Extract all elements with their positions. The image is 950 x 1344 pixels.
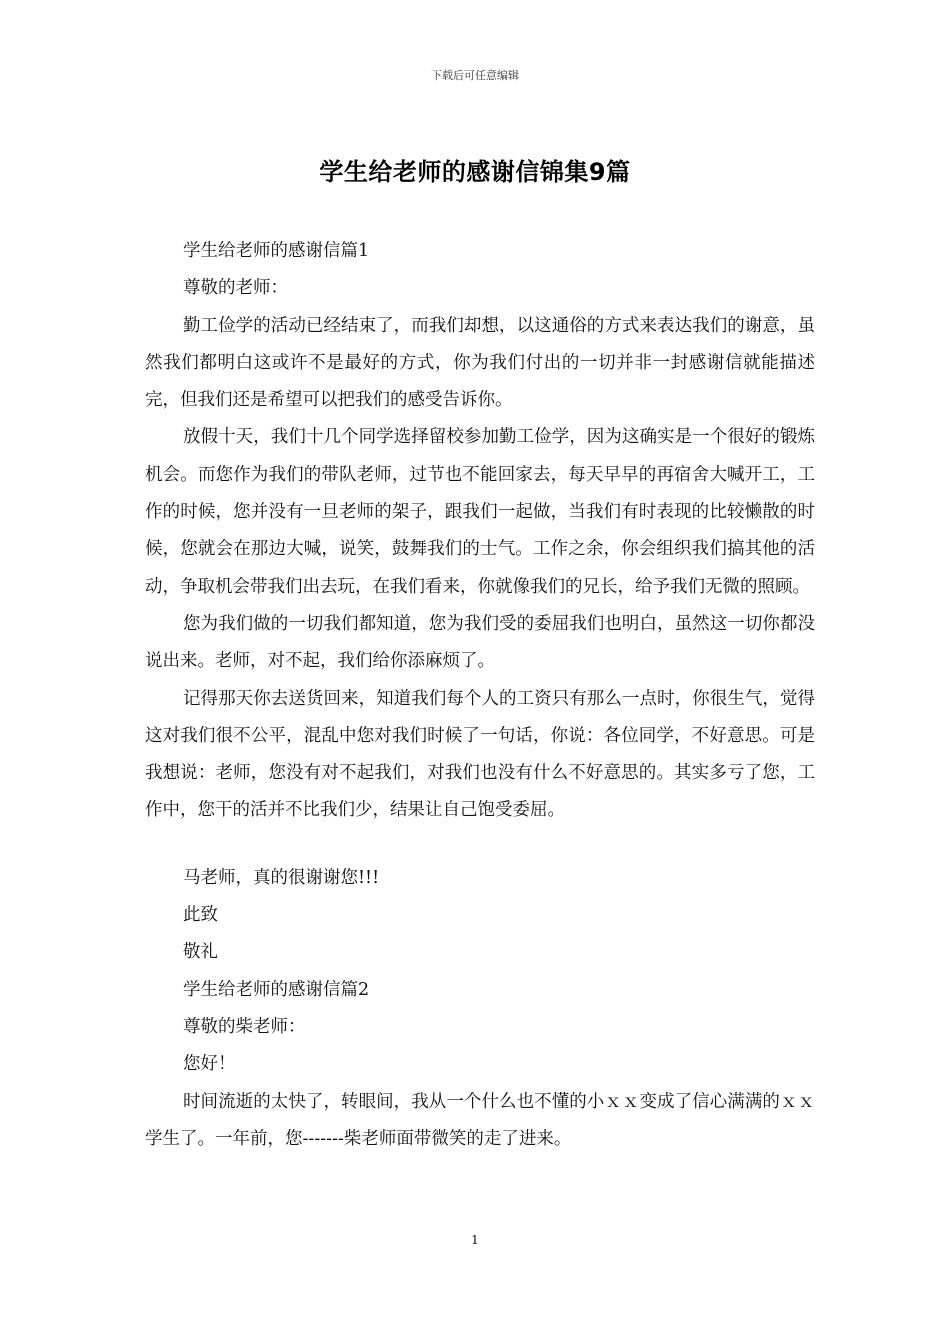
document-title: 学生给老师的感谢信锦集9篇 [319, 158, 631, 186]
header-note: 下载后可任意编辑 [431, 69, 519, 82]
letter2-heading: 学生给老师的感谢信篇2 [183, 979, 370, 1000]
letter1-thanks: 马老师，真的很谢谢您!!! [183, 867, 380, 888]
letter1-paragraph-1: 勤工俭学的活动已经结束了，而我们却想，以这通俗的方式来表达我们的谢意，虽然我们都明白这或许不是最好的方式，你为我们付出的一切并非一封感谢信就能描述完，但我们还是希望可以把我们的感受告诉你。 [145, 315, 815, 411]
letter2-greeting: 您好！ [183, 1054, 236, 1075]
letter1-paragraph-4: 记得那天你去送货回来，知道我们每个人的工资只有那么一点时，你很生气，觉得这对我们很不公平，混乱中您对我们时候了一句话，你说：各位同学，不好意思。可是我想说：老师，您没有对不起我们，对我们也没有什么不好意思的。其实多亏了您，工作中，您干的活并不比我们少，结果让自己饱受委屈。 [145, 688, 815, 821]
letter1-paragraph-3: 您为我们做的一切我们都知道，您为我们受的委屈我们也明白，虽然这一切你都没说出来。老师，对不起，我们给你添麻烦了。 [145, 613, 815, 672]
paragraph-spacer [145, 830, 815, 860]
letter1-heading: 学生给老师的感谢信篇1 [183, 241, 370, 261]
letter1-closing-2: 敬礼 [183, 942, 218, 963]
letter1-paragraph-2: 放假十天，我们十几个同学选择留校参加勤工俭学，因为这确实是一个很好的锻炼机会。而您作为我们的带队老师，过节也不能回家去，每天早早的再宿舍大喊开工，工作的时候，您并没有一旦老师的架子，跟我们一起做，当我们有时表现的比较懒散的时候，您就会在那边大喊，说笑，鼓舞我们的士气。工作之余，你会组织我们搞其他的活动，争取机会带我们出去玩，在我们看来，你就像我们的兄长，给予我们无微的照顾。 [145, 427, 815, 597]
page-number: 1 [471, 1233, 479, 1247]
letter2-salutation: 尊敬的柴老师： [183, 1016, 306, 1037]
document-body [145, 233, 815, 1158]
letter1-salutation: 尊敬的老师： [183, 278, 288, 299]
letter2-paragraph-1: 时间流逝的太快了，转眼间，我从一个什么也不懂的小ｘｘ变成了信心满满的ｘｘ学生了。一年前，您-------柴老师面带微笑的走了进来。 [145, 1091, 815, 1149]
letter1-closing-1: 此致 [183, 905, 218, 926]
